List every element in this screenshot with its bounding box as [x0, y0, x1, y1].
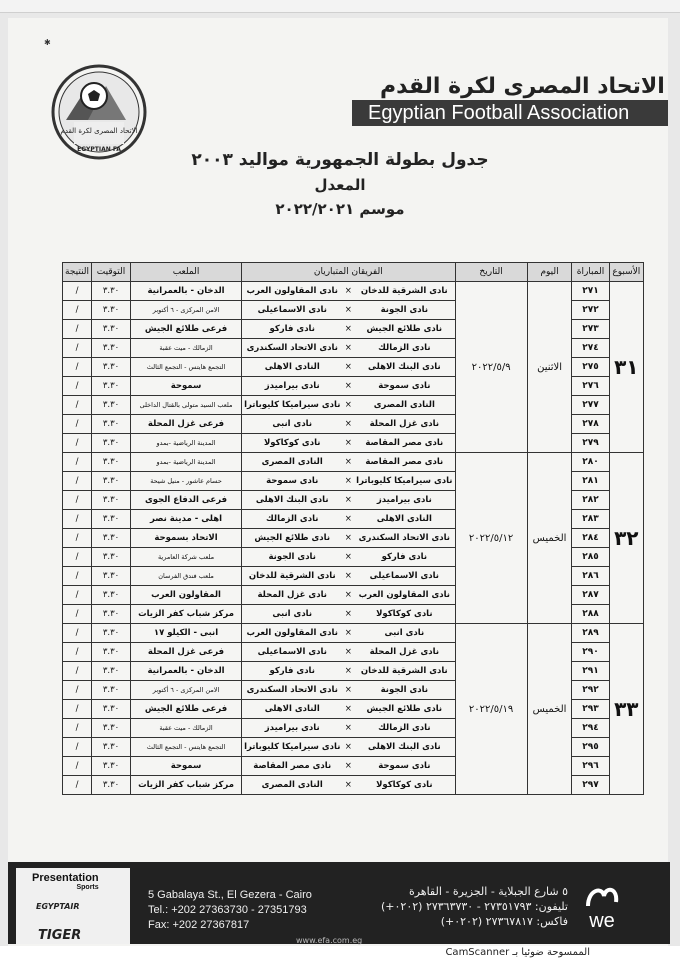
result-cell: /: [63, 643, 92, 662]
match-number: ٢٩٦: [572, 757, 609, 776]
kickoff-time: ٣.٣٠: [92, 776, 131, 795]
home-team: النادى المصرى: [354, 396, 455, 415]
stadium: التجمع هايتس - التجمع الثالث: [130, 738, 241, 757]
versus-mark: ×: [342, 453, 354, 472]
stadium: الامن المركزى - ٦ أكتوبر: [130, 301, 241, 320]
result-cell: /: [63, 700, 92, 719]
stadium: المدينة الرياضية -بمدو: [130, 453, 241, 472]
home-team: النادى الاهلى: [354, 510, 455, 529]
match-number: ٢٨٧: [572, 586, 609, 605]
kickoff-time: ٣.٣٠: [92, 282, 131, 301]
versus-mark: ×: [342, 529, 354, 548]
match-number: ٢٧٧: [572, 396, 609, 415]
away-team: نادى فاركو: [242, 320, 343, 339]
versus-mark: ×: [342, 377, 354, 396]
kickoff-time: ٣.٣٠: [92, 301, 131, 320]
versus-mark: ×: [342, 776, 354, 795]
versus-mark: ×: [342, 434, 354, 453]
col-stadium: الملعب: [130, 263, 241, 282]
match-number: ٢٩٠: [572, 643, 609, 662]
stadium: فرعى طلائع الجيش: [130, 700, 241, 719]
home-team: نادى انبى: [354, 624, 455, 643]
address-en-street: 5 Gabalaya St., El Gezera - Cairo: [148, 889, 312, 901]
stadium: التجمع هايتس - التجمع الثالث: [130, 358, 241, 377]
table-row: [63, 282, 644, 301]
we-logo: [574, 880, 630, 936]
away-team: النادى المصرى: [242, 776, 343, 795]
kickoff-time: ٣.٣٠: [92, 738, 131, 757]
versus-mark: ×: [342, 643, 354, 662]
kickoff-time: ٣.٣٠: [92, 434, 131, 453]
col-teams: الفريقان المتباريان: [242, 263, 455, 282]
stadium: انبى - الكيلو ١٧: [130, 624, 241, 643]
versus-mark: ×: [342, 700, 354, 719]
stadium: سموحة: [130, 757, 241, 776]
address-en-fax: Fax: +202 27367817: [148, 919, 250, 931]
match-number: ٢٩٣: [572, 700, 609, 719]
match-number: ٢٩٤: [572, 719, 609, 738]
kickoff-time: ٣.٣٠: [92, 472, 131, 491]
match-number: ٢٧٨: [572, 415, 609, 434]
stadium: حسام عاشور - منيل شيحة: [130, 472, 241, 491]
schedule-subtitle: المعدل: [314, 176, 366, 194]
match-date: ٢٠٢٢/٥/١٩: [455, 624, 527, 795]
kickoff-time: ٣.٣٠: [92, 453, 131, 472]
match-number: ٢٧٦: [572, 377, 609, 396]
away-team: النادى الاهلى: [242, 700, 343, 719]
sponsor-tiger: TIGER: [38, 928, 82, 943]
match-number: ٢٧١: [572, 282, 609, 301]
away-team: نادى الشرقية للدخان: [242, 567, 343, 586]
kickoff-time: ٣.٣٠: [92, 548, 131, 567]
match-number: ٢٨٣: [572, 510, 609, 529]
camscanner-watermark: الممسوحة ضوئيا بـ CamScanner: [445, 947, 590, 958]
versus-mark: ×: [342, 624, 354, 643]
kickoff-time: ٣.٣٠: [92, 719, 131, 738]
home-team: نادى غزل المحلة: [354, 415, 455, 434]
stadium: ملعب شركة العامرية: [130, 548, 241, 567]
home-team: نادى غزل المحلة: [354, 643, 455, 662]
kickoff-time: ٣.٣٠: [92, 529, 131, 548]
result-cell: /: [63, 719, 92, 738]
home-team: نادى الاسماعيلى: [354, 567, 455, 586]
result-cell: /: [63, 529, 92, 548]
away-team: نادى الاسماعيلى: [242, 643, 343, 662]
kickoff-time: ٣.٣٠: [92, 320, 131, 339]
home-team: نادى الزمالك: [354, 719, 455, 738]
kickoff-time: ٣.٣٠: [92, 396, 131, 415]
address-ar-street: ٥ شارع الجبلاية - الجزيرة - القاهرة: [408, 885, 568, 898]
season-label: موسم ٢٠٢٢/٢٠٢١: [275, 200, 405, 218]
week-number: ٣٣: [609, 624, 643, 795]
home-team: نادى الجونة: [354, 301, 455, 320]
stadium: ملعب فندق الفرسان: [130, 567, 241, 586]
home-team: نادى البنك الاهلى: [354, 358, 455, 377]
kickoff-time: ٣.٣٠: [92, 377, 131, 396]
logo-text-en: EGYPTIAN FA: [77, 146, 121, 153]
corner-mark: ✱: [44, 38, 51, 47]
sponsor-egyptair: EGYPTAIR: [36, 902, 80, 911]
home-team: نادى طلائع الجيش: [354, 700, 455, 719]
kickoff-time: ٣.٣٠: [92, 510, 131, 529]
away-team: النادى الاهلى: [242, 358, 343, 377]
home-team: نادى الجونة: [354, 681, 455, 700]
home-team: نادى كوكاكولا: [354, 776, 455, 795]
home-team: نادى فاركو: [354, 548, 455, 567]
result-cell: /: [63, 339, 92, 358]
match-day: الاثنين: [527, 282, 572, 453]
table-row: [63, 624, 644, 643]
versus-mark: ×: [342, 472, 354, 491]
address-en: [148, 888, 312, 933]
result-cell: /: [63, 586, 92, 605]
result-cell: /: [63, 757, 92, 776]
stadium: ملعب السيد متولى بالقتال الداخلى: [130, 396, 241, 415]
col-week: الأسبوع: [609, 263, 643, 282]
address-ar-tel: تليفون: ٢٧٣٥١٧٩٣ - ٢٧٣٦٣٧٣٠ (٠٢٠٢+): [380, 900, 568, 913]
we-logo-text: we: [589, 910, 615, 932]
versus-mark: ×: [342, 567, 354, 586]
result-cell: /: [63, 377, 92, 396]
versus-mark: ×: [342, 757, 354, 776]
result-cell: /: [63, 453, 92, 472]
home-team: نادى الشرقية للدخان: [354, 662, 455, 681]
match-day: الخميس: [527, 624, 572, 795]
kickoff-time: ٣.٣٠: [92, 586, 131, 605]
away-team: نادى المقاولون العرب: [242, 624, 343, 643]
match-number: ٢٨٨: [572, 605, 609, 624]
match-number: ٢٨٦: [572, 567, 609, 586]
schedule-table: [62, 262, 644, 795]
versus-mark: ×: [342, 510, 354, 529]
col-date: التاريخ: [455, 263, 527, 282]
away-team: نادى انبى: [242, 415, 343, 434]
away-team: نادى غزل المحلة: [242, 586, 343, 605]
kickoff-time: ٣.٣٠: [92, 643, 131, 662]
sponsors-panel: [16, 868, 130, 944]
stadium: المدينة الرياضية -بمدو: [130, 434, 241, 453]
home-team: نادى سموحة: [354, 377, 455, 396]
away-team: نادى طلائع الجيش: [242, 529, 343, 548]
away-team: نادى بيراميدز: [242, 719, 343, 738]
kickoff-time: ٣.٣٠: [92, 491, 131, 510]
result-cell: /: [63, 434, 92, 453]
match-date: ٢٠٢٢/٥/٩: [455, 282, 527, 453]
schedule-title: جدول بطولة الجمهورية مواليد ٢٠٠٣: [191, 150, 489, 170]
home-team: نادى الشرقية للدخان: [354, 282, 455, 301]
sponsor-presentation: Presentation Sports: [32, 872, 99, 891]
kickoff-time: ٣.٣٠: [92, 681, 131, 700]
away-team: نادى سموحة: [242, 472, 343, 491]
stadium: المقاولون العرب: [130, 586, 241, 605]
stadium: الامن المركزى - ٦ أكتوبر: [130, 681, 241, 700]
address-ar-fax: فاكس: ٢٧٣٦٧٨١٧ (٠٢٠٢+): [440, 915, 568, 928]
stadium: سموحة: [130, 377, 241, 396]
result-cell: /: [63, 776, 92, 795]
sponsor-presentation-sub: Sports: [76, 884, 99, 891]
versus-mark: ×: [342, 491, 354, 510]
away-team: نادى البنك الاهلى: [242, 491, 343, 510]
match-number: ٢٧٤: [572, 339, 609, 358]
result-cell: /: [63, 358, 92, 377]
match-number: ٢٧٢: [572, 301, 609, 320]
match-number: ٢٩١: [572, 662, 609, 681]
col-day: اليوم: [527, 263, 572, 282]
stadium: مركز شباب كفر الزيات: [130, 605, 241, 624]
away-team: نادى الجونة: [242, 548, 343, 567]
match-number: ٢٧٩: [572, 434, 609, 453]
stadium: اهلى - مدينة نصر: [130, 510, 241, 529]
col-match: المباراة: [572, 263, 609, 282]
away-team: نادى سيراميكا كليوباترا: [242, 396, 343, 415]
stadium: الدخان - بالعمرانية: [130, 282, 241, 301]
week-number: ٣١: [609, 282, 643, 453]
efa-logo-icon: [44, 62, 154, 162]
versus-mark: ×: [342, 605, 354, 624]
versus-mark: ×: [342, 662, 354, 681]
result-cell: /: [63, 738, 92, 757]
week-number: ٣٢: [609, 453, 643, 624]
kickoff-time: ٣.٣٠: [92, 700, 131, 719]
stadium: فرعى طلائع الجيش: [130, 320, 241, 339]
kickoff-time: ٣.٣٠: [92, 757, 131, 776]
result-cell: /: [63, 624, 92, 643]
stadium: الدخان - بالعمرانية: [130, 662, 241, 681]
match-number: ٢٨١: [572, 472, 609, 491]
versus-mark: ×: [342, 396, 354, 415]
home-team: نادى بيراميدز: [354, 491, 455, 510]
stadium: فرعى غزل المحلة: [130, 643, 241, 662]
association-name-en: Egyptian Football Association: [352, 100, 668, 126]
result-cell: /: [63, 415, 92, 434]
col-time: التوقيت: [92, 263, 131, 282]
match-number: ٢٩٥: [572, 738, 609, 757]
result-cell: /: [63, 320, 92, 339]
versus-mark: ×: [342, 358, 354, 377]
result-cell: /: [63, 301, 92, 320]
home-team: نادى سموحة: [354, 757, 455, 776]
stadium: الزمالك - ميت عقبة: [130, 339, 241, 358]
stadium: الاتحاد بسموحة: [130, 529, 241, 548]
versus-mark: ×: [342, 320, 354, 339]
result-cell: /: [63, 396, 92, 415]
col-result: النتيجة: [63, 263, 92, 282]
home-team: نادى مصر المقاصة: [354, 434, 455, 453]
result-cell: /: [63, 510, 92, 529]
home-team: نادى الاتحاد السكندرى: [354, 529, 455, 548]
versus-mark: ×: [342, 415, 354, 434]
we-logo-icon: [574, 880, 630, 910]
result-cell: /: [63, 548, 92, 567]
result-cell: /: [63, 282, 92, 301]
versus-mark: ×: [342, 738, 354, 757]
away-team: نادى كوكاكولا: [242, 434, 343, 453]
away-team: نادى مصر المقاصة: [242, 757, 343, 776]
kickoff-time: ٣.٣٠: [92, 662, 131, 681]
away-team: نادى فاركو: [242, 662, 343, 681]
logo-text-ar: الاتحاد المصرى لكرة القدم: [60, 127, 138, 135]
schedule-body: [63, 282, 644, 795]
browser-top-bar: [0, 0, 680, 13]
result-cell: /: [63, 681, 92, 700]
table-row: [63, 453, 644, 472]
versus-mark: ×: [342, 586, 354, 605]
association-name-ar: الاتحاد المصرى لكرة القدم: [380, 74, 665, 99]
table-header-row: [63, 263, 644, 282]
kickoff-time: ٣.٣٠: [92, 358, 131, 377]
versus-mark: ×: [342, 719, 354, 738]
stadium: الزمالك - ميت عقبة: [130, 719, 241, 738]
away-team: نادى الاتحاد السكندرى: [242, 681, 343, 700]
kickoff-time: ٣.٣٠: [92, 339, 131, 358]
stadium: مركز شباب كفر الزيات: [130, 776, 241, 795]
address-en-tel: Tel.: +202 27363730 - 27351793: [148, 904, 307, 916]
home-team: نادى البنك الاهلى: [354, 738, 455, 757]
versus-mark: ×: [342, 339, 354, 358]
away-team: نادى سيراميكا كليوباترا: [242, 738, 343, 757]
match-day: الخميس: [527, 453, 572, 624]
match-number: ٢٧٥: [572, 358, 609, 377]
away-team: نادى بيراميدز: [242, 377, 343, 396]
home-team: نادى طلائع الجيش: [354, 320, 455, 339]
match-number: ٢٨٠: [572, 453, 609, 472]
away-team: نادى انبى: [242, 605, 343, 624]
home-team: نادى كوكاكولا: [354, 605, 455, 624]
away-team: نادى الاسماعيلى: [242, 301, 343, 320]
kickoff-time: ٣.٣٠: [92, 415, 131, 434]
home-team: نادى مصر المقاصة: [354, 453, 455, 472]
match-number: ٢٨٤: [572, 529, 609, 548]
result-cell: /: [63, 472, 92, 491]
match-number: ٢٧٣: [572, 320, 609, 339]
away-team: النادى المصرى: [242, 453, 343, 472]
kickoff-time: ٣.٣٠: [92, 624, 131, 643]
stadium: فرعى الدفاع الجوى: [130, 491, 241, 510]
match-number: ٢٩٢: [572, 681, 609, 700]
versus-mark: ×: [342, 548, 354, 567]
away-team: نادى الزمالك: [242, 510, 343, 529]
stadium: فرعى غزل المحلة: [130, 415, 241, 434]
match-number: ٢٩٧: [572, 776, 609, 795]
match-date: ٢٠٢٢/٥/١٢: [455, 453, 527, 624]
home-team: نادى الزمالك: [354, 339, 455, 358]
match-number: ٢٨٥: [572, 548, 609, 567]
result-cell: /: [63, 662, 92, 681]
match-number: ٢٨٩: [572, 624, 609, 643]
versus-mark: ×: [342, 681, 354, 700]
away-team: نادى المقاولون العرب: [242, 282, 343, 301]
home-team: نادى المقاولون العرب: [354, 586, 455, 605]
away-team: نادى الاتحاد السكندرى: [242, 339, 343, 358]
address-ar: [330, 884, 568, 929]
kickoff-time: ٣.٣٠: [92, 605, 131, 624]
kickoff-time: ٣.٣٠: [92, 567, 131, 586]
versus-mark: ×: [342, 301, 354, 320]
versus-mark: ×: [342, 282, 354, 301]
result-cell: /: [63, 491, 92, 510]
result-cell: /: [63, 567, 92, 586]
website-url: www.efa.com.eg: [296, 936, 363, 945]
result-cell: /: [63, 605, 92, 624]
match-number: ٢٨٢: [572, 491, 609, 510]
home-team: نادى سيراميكا كليوباترا: [354, 472, 455, 491]
